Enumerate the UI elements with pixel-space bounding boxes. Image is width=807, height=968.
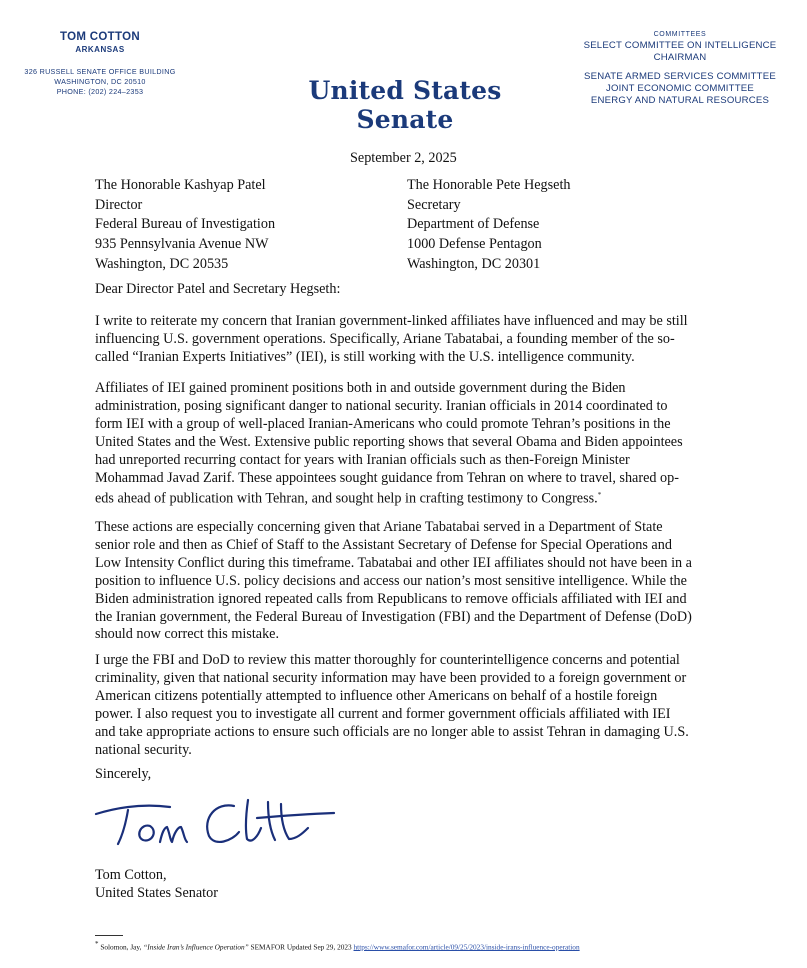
text-line: I urge the FBI and DoD to review this matter thoroughly for counterintelligence concerns and potential [95,652,680,668]
recipient-line: Department of Defense [407,216,540,233]
body-paragraph-4 [95,652,720,759]
recipient-line: 1000 Defense Pentagon [407,236,542,253]
text-line: criminality, given that national security information may have been provided to a foreign government or [95,669,687,686]
footnote-updated: Updated Sep 29, 2023 [286,942,352,952]
text-line: form IEI with a group of well-placed Iranian-Americans who could promote Tehran’s positions in the [95,415,671,432]
recipient-dod [407,176,571,275]
text-line: administration, posing significant danger to national security. Iranian officials in 2014 coordinated to [95,397,668,414]
signature [92,792,342,859]
text-line: Low Intensity Conflict during this timeframe. Tabatabai and other IEI affiliates should not have been in a [95,554,692,571]
recipient-fbi [95,176,275,275]
text-line: These actions are especially concerning given that Ariane Tabatabai served in a Department of State [95,519,663,535]
committee-item: ENERGY AND NATURAL RESOURCES [590,95,770,106]
signer-block [95,866,218,902]
text-line: position to influence U.S. policy decisions and access our nation’s most sensitive intelligence. While the [95,572,687,589]
senator-state: ARKANSAS [75,45,125,54]
text-line: should now correct this mistake. [95,626,280,643]
footnote-author: Solomon, Jay [100,942,140,952]
text-line: and take appropriate actions to ensure such officials are no longer able to assist Tehran in damaging U.S. [95,723,689,740]
footnote-title: “Inside Iran’s Influence Operation” [143,942,249,952]
signer-title: United States Senator [95,885,218,901]
footnote-link[interactable]: https://www.semafor.com/article/09/25/2023/inside-irans-influence-operation [353,942,580,952]
recipient-line: Secretary [407,196,461,213]
committee-item: SELECT COMMITTEE ON INTELLIGENCE [583,40,777,51]
footnote: * Solomon, Jay, “Inside Iran’s Influence Operation” SEMAFOR Updated Sep 29, 2023 https://www.semafor.com/article/09/25/2023/inside-irans-influence-operation [95,940,580,952]
text-line: Affiliates of IEI gained prominent positions both in and outside government during the Biden [95,380,626,396]
closing: Sincerely, [95,766,152,782]
recipient-line: 935 Pennsylvania Avenue NW [95,236,269,253]
text-line: American citizens potentially attempted to influence other Americans on behalf of a hostile foreign [95,687,658,704]
committee-role: CHAIRMAN [653,52,707,63]
recipient-line: The Honorable Pete Hegseth [407,177,571,193]
footnote-marker: * [597,491,602,500]
address-line: WASHINGTON, DC 20510 [54,77,146,86]
text-line: I write to reiterate my concern that Iranian government-linked affiliates have influenced and may be still [95,313,688,329]
recipient-line: The Honorable Kashyap Patel [95,177,266,193]
senate-masthead: United States Senate [308,76,502,134]
body-paragraph-2 [95,380,720,509]
footnote-marker: * [95,940,99,948]
address-line: PHONE: (202) 224–2353 [56,87,144,96]
address-line: 326 RUSSELL SENATE OFFICE BUILDING [24,67,176,76]
text-line: the Iranian government, the Federal Bureau of Investigation (FBI) and the Department of Defense (DoD) [95,608,692,625]
text-line: senior role and then as Chief of Staff to the Assistant Secretary of Defense for Special Operations and [95,536,672,553]
text-line: eds ahead of publication with Tehran, and sought help in crafting testimony to Congress. [95,491,598,508]
text-line: influencing U.S. government operations. Specifically, Ariane Tabatabai, a founding member of the so- [95,330,675,347]
committee-item: JOINT ECONOMIC COMMITTEE [606,83,754,94]
committee-list [565,30,795,107]
text-line: United States and the West. Extensive public reporting shows that several Obama and Biden appointees [95,433,683,450]
senator-letterhead [0,31,200,97]
recipient-line: Washington, DC 20301 [407,255,541,272]
text-line: had unreported recurring contact for years with Iranian officials such as then-Foreign Minister [95,451,630,468]
body-paragraph-3 [95,519,720,644]
salutation: Dear Director Patel and Secretary Hegseth: [95,281,341,297]
office-address [0,67,200,97]
letter-date: September 2, 2025 [350,150,457,166]
signer-name: Tom Cotton, [95,867,167,883]
signature-drawing [92,792,342,854]
footnote-publisher: SEMAFOR [250,942,286,952]
senator-name: TOM COTTON [60,31,140,43]
committee-item: SENATE ARMED SERVICES COMMITTEE [584,71,776,82]
text-line: Biden administration ignored repeated calls from Republicans to remove officials affiliated with IEI and [95,590,687,607]
recipient-line: Director [95,196,143,213]
text-line: power. I also request you to investigate all current and former government officials affiliated with IEI [95,705,671,722]
text-line: called “Iranian Experts Initiatives” (IEI), is still working with the U.S. intelligence community. [95,348,635,365]
committees-heading: COMMITTEES [653,31,707,38]
footnote-divider [95,935,123,936]
body-paragraph-1 [95,313,720,367]
recipient-line: Federal Bureau of Investigation [95,216,276,233]
text-line: Mohammad Javad Zarif. These appointees sought guidance from Tehran on where to travel, shared op- [95,469,679,486]
recipient-line: Washington, DC 20535 [95,255,229,272]
text-line: national security. [95,741,192,758]
